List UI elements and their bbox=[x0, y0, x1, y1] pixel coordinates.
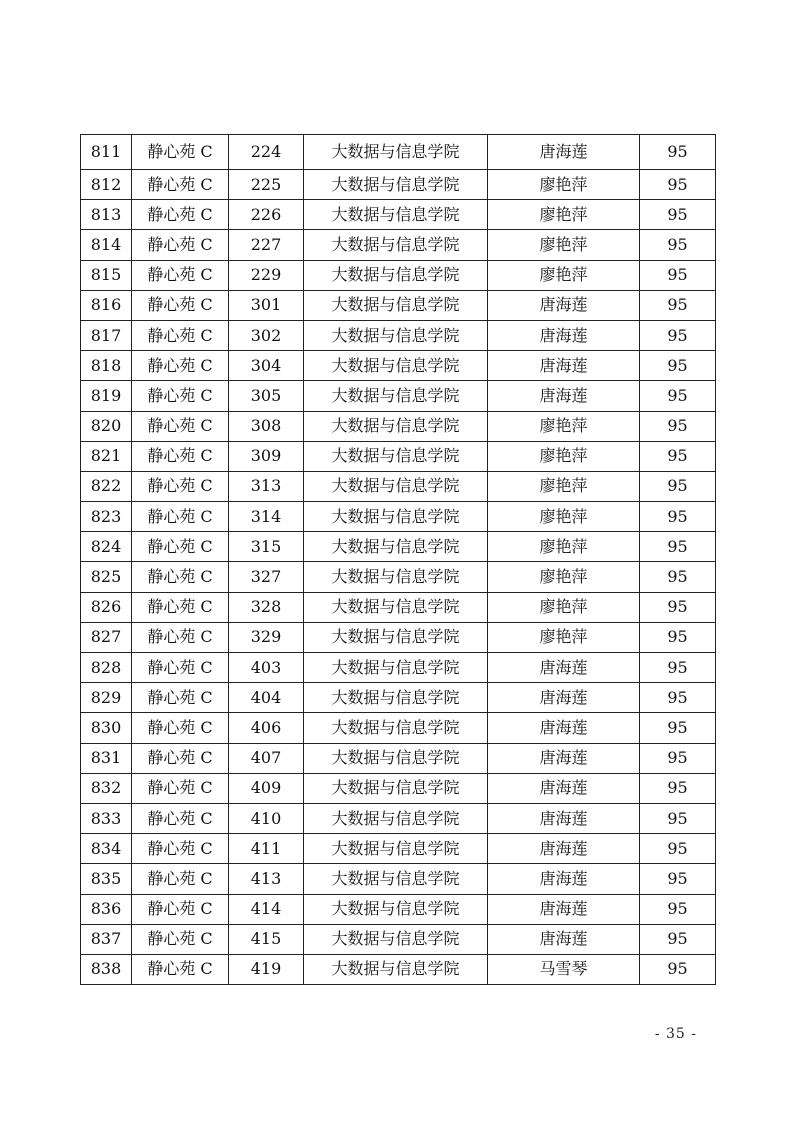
college-cell: 大数据与信息学院 bbox=[304, 924, 488, 954]
college-cell: 大数据与信息学院 bbox=[304, 954, 488, 984]
row-number-cell: 824 bbox=[81, 532, 132, 562]
college-cell: 大数据与信息学院 bbox=[304, 532, 488, 562]
college-cell: 大数据与信息学院 bbox=[304, 622, 488, 652]
table-row bbox=[81, 773, 716, 803]
room-number-cell: 308 bbox=[229, 411, 304, 441]
score-cell: 95 bbox=[640, 743, 716, 773]
table-row bbox=[81, 381, 716, 411]
room-number-cell: 314 bbox=[229, 502, 304, 532]
score-cell: 95 bbox=[640, 200, 716, 230]
building-cell: 静心苑 C bbox=[132, 864, 229, 894]
inspector-cell: 廖艳萍 bbox=[488, 411, 640, 441]
inspector-cell: 唐海莲 bbox=[488, 864, 640, 894]
building-cell: 静心苑 C bbox=[132, 924, 229, 954]
building-cell: 静心苑 C bbox=[132, 562, 229, 592]
building-cell: 静心苑 C bbox=[132, 351, 229, 381]
building-cell: 静心苑 C bbox=[132, 290, 229, 320]
score-cell: 95 bbox=[640, 260, 716, 290]
row-number-cell: 823 bbox=[81, 502, 132, 532]
table-row bbox=[81, 653, 716, 683]
room-number-cell: 414 bbox=[229, 894, 304, 924]
room-number-cell: 404 bbox=[229, 683, 304, 713]
score-cell: 95 bbox=[640, 773, 716, 803]
building-cell: 静心苑 C bbox=[132, 135, 229, 170]
building-cell: 静心苑 C bbox=[132, 743, 229, 773]
room-number-cell: 227 bbox=[229, 230, 304, 260]
college-cell: 大数据与信息学院 bbox=[304, 864, 488, 894]
building-cell: 静心苑 C bbox=[132, 894, 229, 924]
room-number-cell: 304 bbox=[229, 351, 304, 381]
row-number-cell: 812 bbox=[81, 170, 132, 200]
room-number-cell: 328 bbox=[229, 592, 304, 622]
room-number-cell: 413 bbox=[229, 864, 304, 894]
score-cell: 95 bbox=[640, 230, 716, 260]
building-cell: 静心苑 C bbox=[132, 683, 229, 713]
table-row bbox=[81, 320, 716, 350]
row-number-cell: 834 bbox=[81, 834, 132, 864]
building-cell: 静心苑 C bbox=[132, 803, 229, 833]
inspector-cell: 唐海莲 bbox=[488, 803, 640, 833]
score-cell: 95 bbox=[640, 683, 716, 713]
college-cell: 大数据与信息学院 bbox=[304, 562, 488, 592]
table-row bbox=[81, 351, 716, 381]
college-cell: 大数据与信息学院 bbox=[304, 320, 488, 350]
table-row bbox=[81, 502, 716, 532]
college-cell: 大数据与信息学院 bbox=[304, 260, 488, 290]
table-body bbox=[81, 135, 716, 985]
building-cell: 静心苑 C bbox=[132, 170, 229, 200]
building-cell: 静心苑 C bbox=[132, 200, 229, 230]
building-cell: 静心苑 C bbox=[132, 713, 229, 743]
room-number-cell: 315 bbox=[229, 532, 304, 562]
table-row bbox=[81, 532, 716, 562]
college-cell: 大数据与信息学院 bbox=[304, 683, 488, 713]
table-row bbox=[81, 954, 716, 984]
score-cell: 95 bbox=[640, 441, 716, 471]
college-cell: 大数据与信息学院 bbox=[304, 351, 488, 381]
college-cell: 大数据与信息学院 bbox=[304, 743, 488, 773]
room-number-cell: 229 bbox=[229, 260, 304, 290]
inspector-cell: 廖艳萍 bbox=[488, 441, 640, 471]
inspector-cell: 马雪琴 bbox=[488, 954, 640, 984]
table-row bbox=[81, 622, 716, 652]
room-number-cell: 329 bbox=[229, 622, 304, 652]
table-row bbox=[81, 743, 716, 773]
score-cell: 95 bbox=[640, 502, 716, 532]
row-number-cell: 817 bbox=[81, 320, 132, 350]
inspector-cell: 唐海莲 bbox=[488, 834, 640, 864]
table-row bbox=[81, 683, 716, 713]
inspector-cell: 唐海莲 bbox=[488, 290, 640, 320]
score-cell: 95 bbox=[640, 864, 716, 894]
college-cell: 大数据与信息学院 bbox=[304, 502, 488, 532]
building-cell: 静心苑 C bbox=[132, 260, 229, 290]
score-cell: 95 bbox=[640, 290, 716, 320]
inspector-cell: 廖艳萍 bbox=[488, 592, 640, 622]
score-cell: 95 bbox=[640, 803, 716, 833]
building-cell: 静心苑 C bbox=[132, 532, 229, 562]
building-cell: 静心苑 C bbox=[132, 381, 229, 411]
college-cell: 大数据与信息学院 bbox=[304, 135, 488, 170]
building-cell: 静心苑 C bbox=[132, 773, 229, 803]
inspector-cell: 唐海莲 bbox=[488, 653, 640, 683]
building-cell: 静心苑 C bbox=[132, 622, 229, 652]
inspector-cell: 廖艳萍 bbox=[488, 562, 640, 592]
table-row bbox=[81, 441, 716, 471]
inspector-cell: 唐海莲 bbox=[488, 713, 640, 743]
score-cell: 95 bbox=[640, 471, 716, 501]
building-cell: 静心苑 C bbox=[132, 441, 229, 471]
table-row bbox=[81, 924, 716, 954]
score-cell: 95 bbox=[640, 653, 716, 683]
college-cell: 大数据与信息学院 bbox=[304, 381, 488, 411]
college-cell: 大数据与信息学院 bbox=[304, 894, 488, 924]
score-cell: 95 bbox=[640, 954, 716, 984]
row-number-cell: 821 bbox=[81, 441, 132, 471]
inspector-cell: 廖艳萍 bbox=[488, 622, 640, 652]
table-row bbox=[81, 803, 716, 833]
room-number-cell: 226 bbox=[229, 200, 304, 230]
score-cell: 95 bbox=[640, 320, 716, 350]
building-cell: 静心苑 C bbox=[132, 230, 229, 260]
college-cell: 大数据与信息学院 bbox=[304, 170, 488, 200]
score-cell: 95 bbox=[640, 381, 716, 411]
score-cell: 95 bbox=[640, 562, 716, 592]
college-cell: 大数据与信息学院 bbox=[304, 773, 488, 803]
room-number-cell: 301 bbox=[229, 290, 304, 320]
room-number-cell: 415 bbox=[229, 924, 304, 954]
college-cell: 大数据与信息学院 bbox=[304, 653, 488, 683]
college-cell: 大数据与信息学院 bbox=[304, 471, 488, 501]
room-number-cell: 407 bbox=[229, 743, 304, 773]
inspector-cell: 唐海莲 bbox=[488, 773, 640, 803]
score-cell: 95 bbox=[640, 622, 716, 652]
room-number-cell: 327 bbox=[229, 562, 304, 592]
inspector-cell: 唐海莲 bbox=[488, 894, 640, 924]
college-cell: 大数据与信息学院 bbox=[304, 441, 488, 471]
room-number-cell: 406 bbox=[229, 713, 304, 743]
inspector-cell: 唐海莲 bbox=[488, 351, 640, 381]
building-cell: 静心苑 C bbox=[132, 834, 229, 864]
room-number-cell: 411 bbox=[229, 834, 304, 864]
college-cell: 大数据与信息学院 bbox=[304, 803, 488, 833]
room-number-cell: 305 bbox=[229, 381, 304, 411]
inspector-cell: 廖艳萍 bbox=[488, 471, 640, 501]
inspector-cell: 唐海莲 bbox=[488, 320, 640, 350]
row-number-cell: 819 bbox=[81, 381, 132, 411]
table-row bbox=[81, 135, 716, 170]
building-cell: 静心苑 C bbox=[132, 954, 229, 984]
score-cell: 95 bbox=[640, 351, 716, 381]
college-cell: 大数据与信息学院 bbox=[304, 290, 488, 320]
table-row bbox=[81, 592, 716, 622]
table-row bbox=[81, 200, 716, 230]
table-row bbox=[81, 230, 716, 260]
score-cell: 95 bbox=[640, 532, 716, 562]
building-cell: 静心苑 C bbox=[132, 320, 229, 350]
row-number-cell: 837 bbox=[81, 924, 132, 954]
row-number-cell: 818 bbox=[81, 351, 132, 381]
row-number-cell: 815 bbox=[81, 260, 132, 290]
score-cell: 95 bbox=[640, 894, 716, 924]
building-cell: 静心苑 C bbox=[132, 502, 229, 532]
college-cell: 大数据与信息学院 bbox=[304, 230, 488, 260]
table-row bbox=[81, 864, 716, 894]
row-number-cell: 811 bbox=[81, 135, 132, 170]
row-number-cell: 814 bbox=[81, 230, 132, 260]
row-number-cell: 822 bbox=[81, 471, 132, 501]
table-row bbox=[81, 562, 716, 592]
inspector-cell: 唐海莲 bbox=[488, 924, 640, 954]
building-cell: 静心苑 C bbox=[132, 653, 229, 683]
college-cell: 大数据与信息学院 bbox=[304, 200, 488, 230]
room-number-cell: 403 bbox=[229, 653, 304, 683]
score-cell: 95 bbox=[640, 411, 716, 441]
room-number-cell: 313 bbox=[229, 471, 304, 501]
score-cell: 95 bbox=[640, 592, 716, 622]
score-cell: 95 bbox=[640, 834, 716, 864]
table-row bbox=[81, 290, 716, 320]
inspector-cell: 廖艳萍 bbox=[488, 200, 640, 230]
inspector-cell: 唐海莲 bbox=[488, 135, 640, 170]
college-cell: 大数据与信息学院 bbox=[304, 411, 488, 441]
college-cell: 大数据与信息学院 bbox=[304, 592, 488, 622]
row-number-cell: 825 bbox=[81, 562, 132, 592]
score-cell: 95 bbox=[640, 713, 716, 743]
row-number-cell: 828 bbox=[81, 653, 132, 683]
inspector-cell: 廖艳萍 bbox=[488, 170, 640, 200]
row-number-cell: 829 bbox=[81, 683, 132, 713]
inspector-cell: 廖艳萍 bbox=[488, 230, 640, 260]
dormitory-score-table bbox=[80, 134, 716, 985]
row-number-cell: 816 bbox=[81, 290, 132, 320]
room-number-cell: 302 bbox=[229, 320, 304, 350]
table-row bbox=[81, 834, 716, 864]
building-cell: 静心苑 C bbox=[132, 471, 229, 501]
inspector-cell: 廖艳萍 bbox=[488, 502, 640, 532]
room-number-cell: 225 bbox=[229, 170, 304, 200]
room-number-cell: 224 bbox=[229, 135, 304, 170]
page-number: - 35 - bbox=[654, 1026, 697, 1042]
inspector-cell: 唐海莲 bbox=[488, 683, 640, 713]
row-number-cell: 830 bbox=[81, 713, 132, 743]
room-number-cell: 409 bbox=[229, 773, 304, 803]
table-row bbox=[81, 471, 716, 501]
row-number-cell: 838 bbox=[81, 954, 132, 984]
inspector-cell: 廖艳萍 bbox=[488, 260, 640, 290]
college-cell: 大数据与信息学院 bbox=[304, 834, 488, 864]
row-number-cell: 826 bbox=[81, 592, 132, 622]
inspector-cell: 唐海莲 bbox=[488, 743, 640, 773]
row-number-cell: 836 bbox=[81, 894, 132, 924]
row-number-cell: 813 bbox=[81, 200, 132, 230]
table-row bbox=[81, 894, 716, 924]
room-number-cell: 419 bbox=[229, 954, 304, 984]
row-number-cell: 833 bbox=[81, 803, 132, 833]
college-cell: 大数据与信息学院 bbox=[304, 713, 488, 743]
room-number-cell: 309 bbox=[229, 441, 304, 471]
table-row bbox=[81, 411, 716, 441]
room-number-cell: 410 bbox=[229, 803, 304, 833]
score-cell: 95 bbox=[640, 924, 716, 954]
row-number-cell: 831 bbox=[81, 743, 132, 773]
building-cell: 静心苑 C bbox=[132, 411, 229, 441]
inspector-cell: 唐海莲 bbox=[488, 381, 640, 411]
table-row bbox=[81, 713, 716, 743]
table-row bbox=[81, 260, 716, 290]
table-row bbox=[81, 170, 716, 200]
score-cell: 95 bbox=[640, 170, 716, 200]
row-number-cell: 827 bbox=[81, 622, 132, 652]
row-number-cell: 820 bbox=[81, 411, 132, 441]
building-cell: 静心苑 C bbox=[132, 592, 229, 622]
row-number-cell: 835 bbox=[81, 864, 132, 894]
row-number-cell: 832 bbox=[81, 773, 132, 803]
inspector-cell: 廖艳萍 bbox=[488, 532, 640, 562]
score-cell: 95 bbox=[640, 135, 716, 170]
